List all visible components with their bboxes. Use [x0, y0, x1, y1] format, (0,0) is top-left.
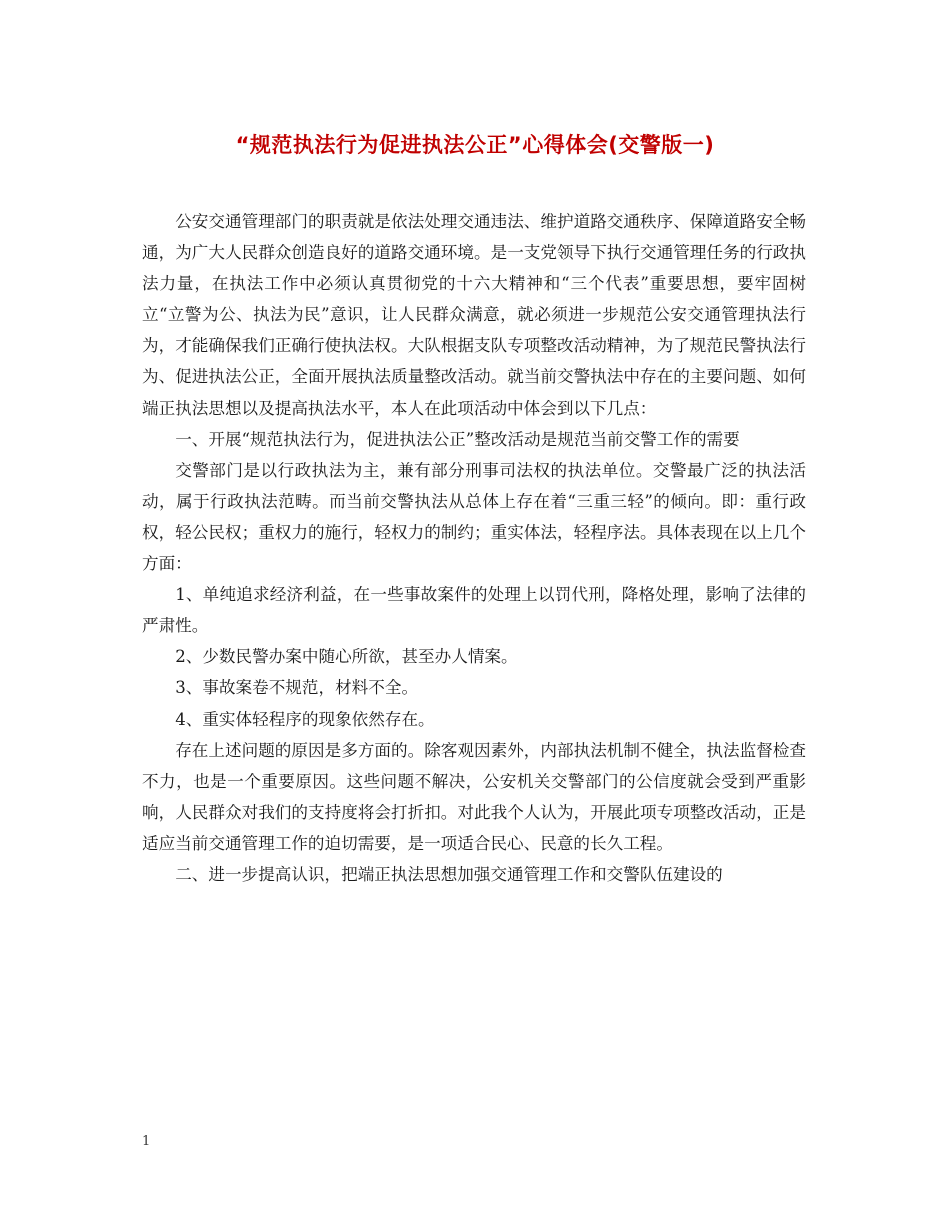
paragraph-intro: 公安交通管理部门的职责就是依法处理交通违法、维护道路交通秩序、保障道路安全畅通，为广大人民群众创造良好的道路交通环境。是一支党领导下执行交通管理任务的行政执法力量，在执法工作中必须认真贯彻党的十六大精神和“三个代表”重要思想，要牢固树立“立警为公、执法为民”意识，让人民群众满意，就必须进一步规范公安交通管理执法行为，才能确保我们正确行使执法权。大队根据支队专项整改活动精神，为了规范民警执法行为、促进执法公正，全面开展执法质量整改活动。就当前交警执法中存在的主要问题、如何端正执法思想以及提高执法水平，本人在此项活动中体会到以下几点： — [142, 212, 806, 418]
document-body — [142, 206, 806, 890]
list-item-2: 2、少数民警办案中随心所欲，甚至办人情案。 — [175, 647, 518, 667]
page-number: 1 — [142, 1134, 151, 1149]
document-title: “规范执法行为促进执法公正”心得体会(交警版一) — [235, 133, 715, 157]
paragraph-causes: 存在上述问题的原因是多方面的。除客观因素外，内部执法机制不健全，执法监督检查不力，也是一个重要原因。这些问题不解决，公安机关交警部门的公信度就会受到严重影响，人民群众对我们的支持度将会打折扣。对此我个人认为，开展此项专项整改活动，正是适应当前交通管理工作的迫切需要，是一项适合民心、民意的长久工程。 — [142, 740, 806, 853]
list-item-1: 1、单纯追求经济利益，在一些事故案件的处理上以罚代刑，降格处理，影响了法律的严肃性。 — [142, 585, 806, 636]
section-heading-two: 二、进一步提高认识，把端正执法思想加强交通管理工作和交警队伍建设的 — [175, 864, 723, 884]
list-item-4: 4、重实体轻程序的现象依然存在。 — [175, 709, 435, 729]
paragraph-section-one: 交警部门是以行政执法为主，兼有部分刑事司法权的执法单位。交警最广泛的执法活动，属于行政执法范畴。而当前交警执法从总体上存在着“三重三轻”的倾向。即：重行政权，轻公民权；重权力的施行，轻权力的制约；重实体法，轻程序法。具体表现在以上几个方面： — [142, 460, 806, 574]
list-item-3: 3、事故案卷不规范，材料不全。 — [175, 678, 419, 698]
section-heading-one: 一、开展“规范执法行为，促进执法公正”整改活动是规范当前交警工作的需要 — [175, 429, 740, 449]
